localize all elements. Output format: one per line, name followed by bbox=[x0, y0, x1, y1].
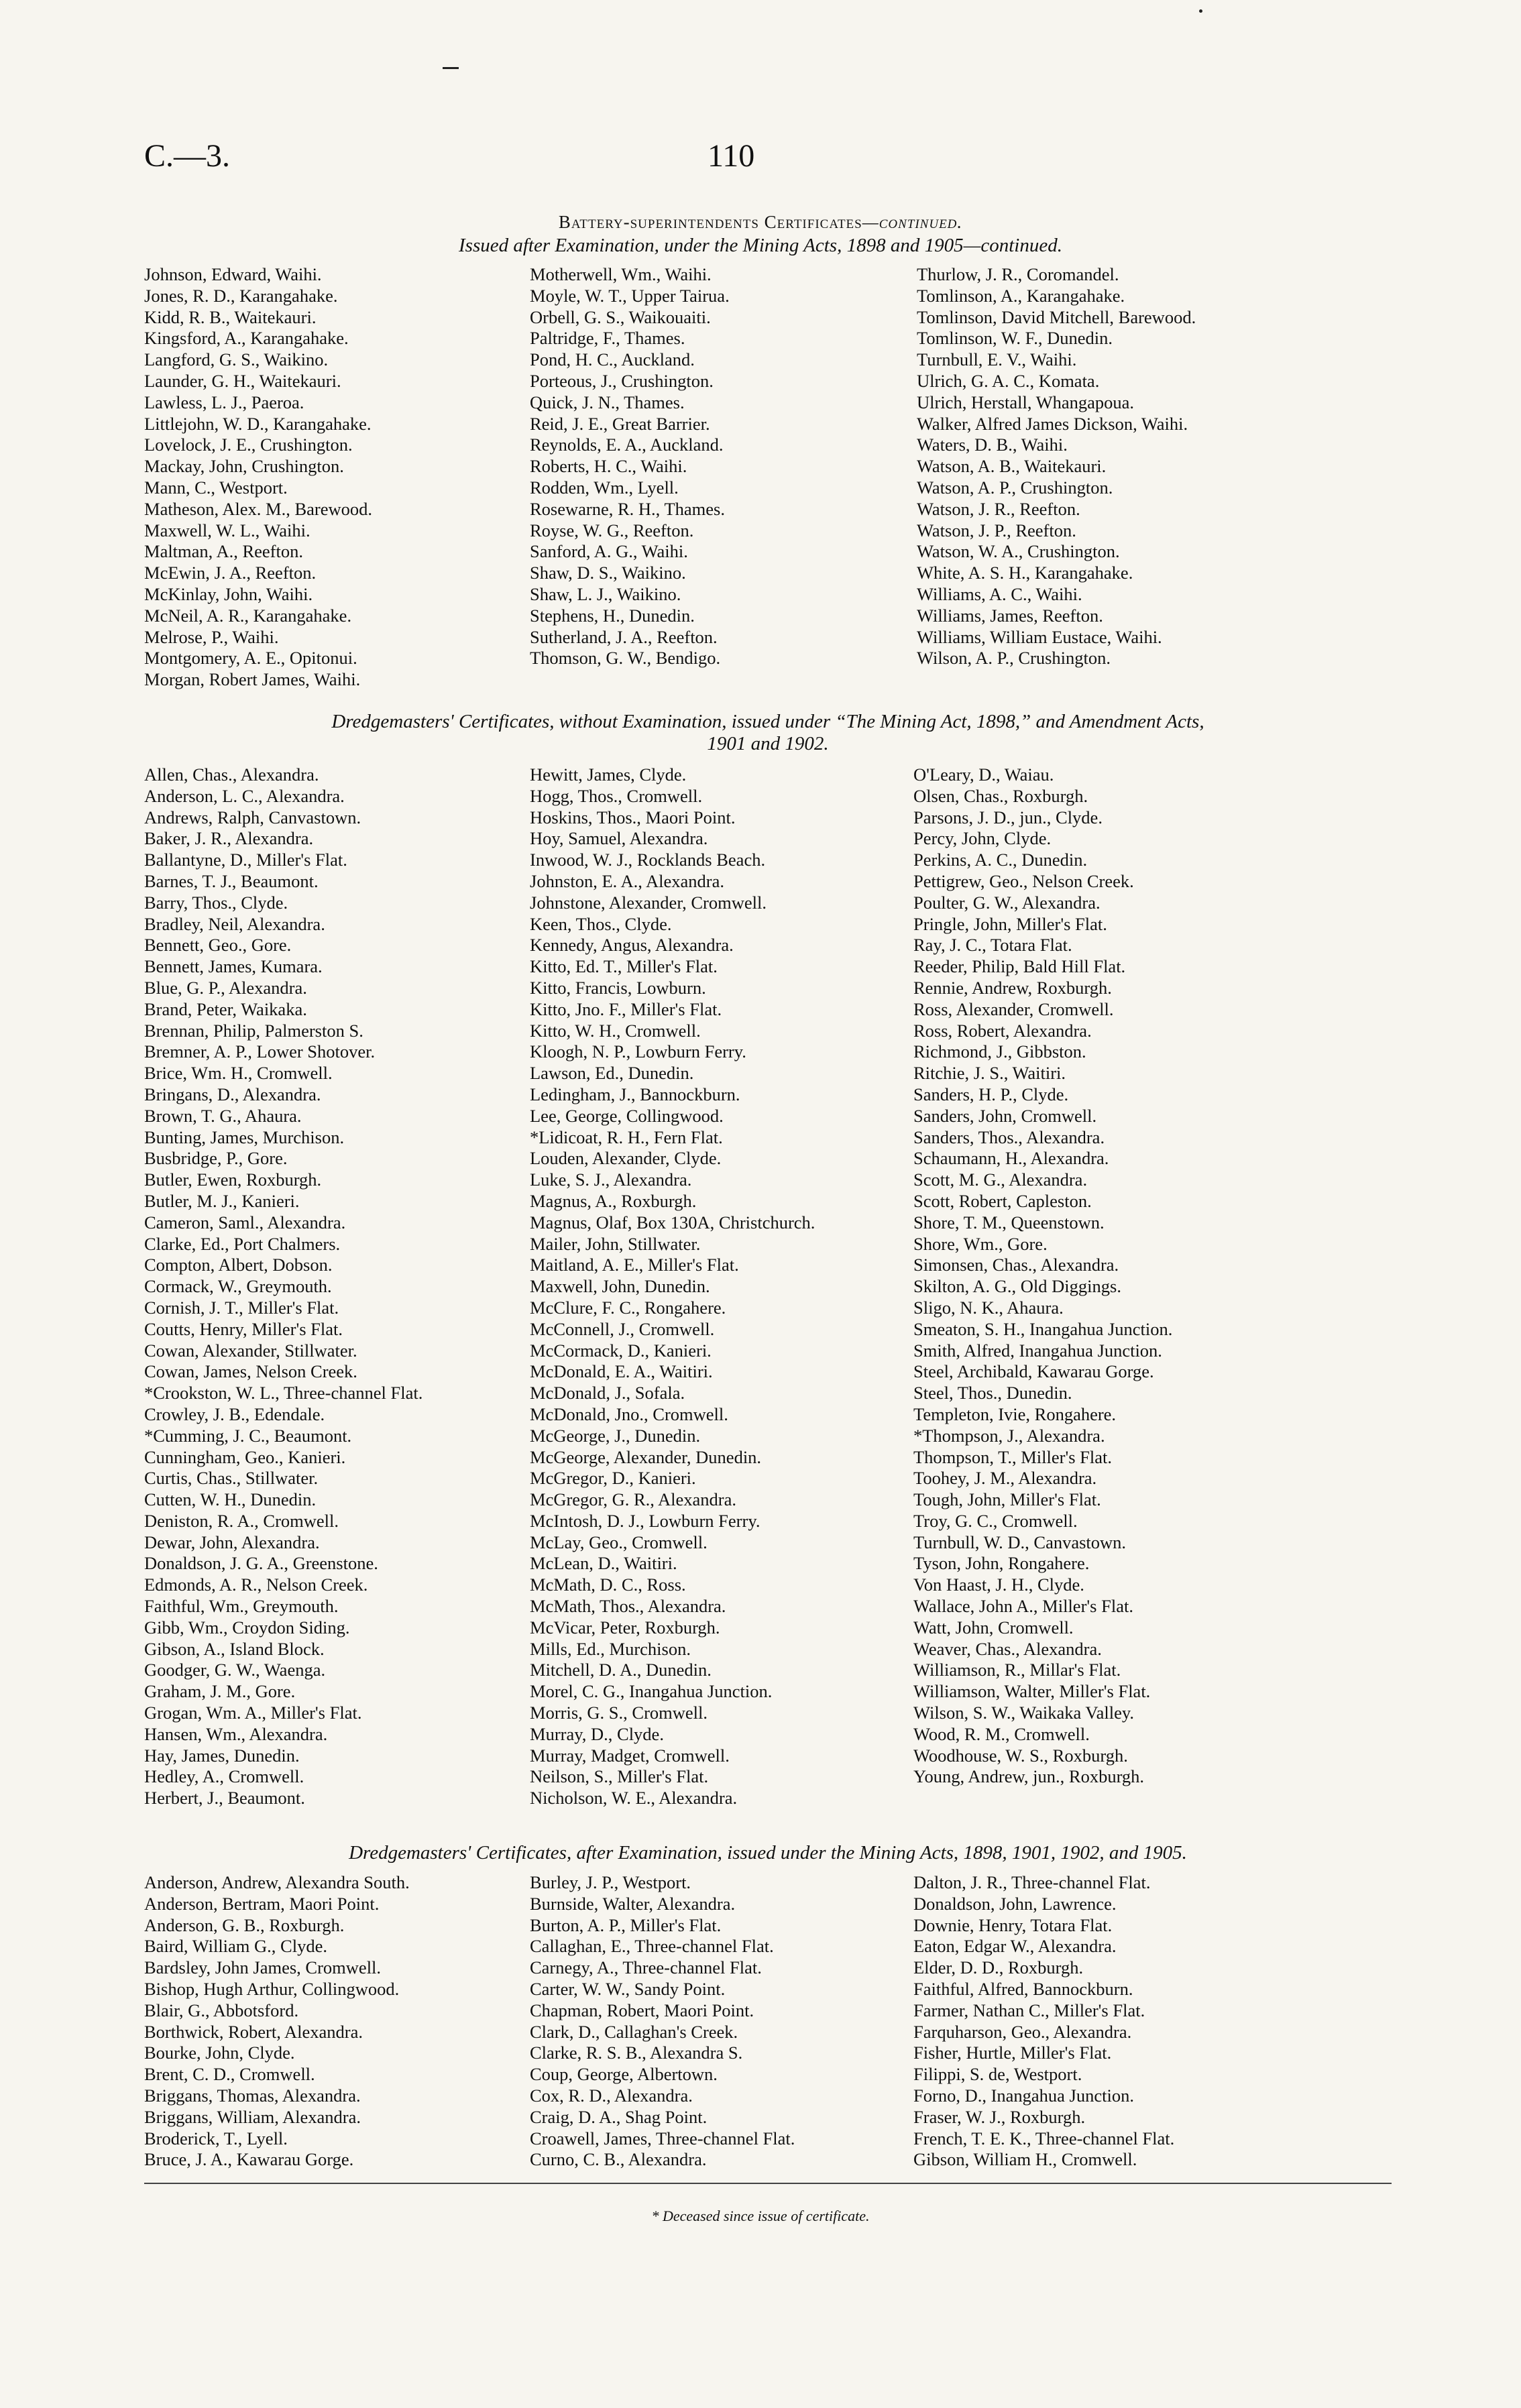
section3-col2 bbox=[530, 1872, 795, 2171]
list-item: Broderick, T., Lyell. bbox=[144, 2128, 288, 2148]
list-item: McDonald, E. A., Waitiri. bbox=[530, 1361, 713, 1382]
list-item: McGeorge, Alexander, Dunedin. bbox=[530, 1446, 762, 1467]
list-item: Royse, W. G., Reefton. bbox=[530, 520, 694, 540]
list-item: Hogg, Thos., Cromwell. bbox=[530, 785, 703, 806]
list-item: Stephens, H., Dunedin. bbox=[530, 605, 695, 626]
list-item: White, A. S. H., Karangahake. bbox=[917, 563, 1133, 583]
list-item: Templeton, Ivie, Rongahere. bbox=[913, 1403, 1117, 1424]
section2-col1 bbox=[144, 764, 422, 1809]
list-item: Weaver, Chas., Alexandra. bbox=[913, 1638, 1102, 1659]
list-item: Brand, Peter, Waikaka. bbox=[144, 998, 307, 1019]
list-item: *Thompson, J., Alexandra. bbox=[913, 1425, 1105, 1446]
list-item: Dewar, John, Alexandra. bbox=[144, 1532, 320, 1552]
list-item: Moyle, W. T., Upper Tairua. bbox=[530, 285, 730, 306]
list-item: Blue, G. P., Alexandra. bbox=[144, 977, 307, 998]
list-item: Cunningham, Geo., Kanieri. bbox=[144, 1446, 346, 1467]
list-item: Watson, A. P., Crushington. bbox=[917, 477, 1113, 498]
page-title-main: Battery-superintendents Certificates bbox=[558, 212, 862, 232]
list-item: McDonald, Jno., Cromwell. bbox=[530, 1403, 728, 1424]
list-item: Lee, George, Collingwood. bbox=[530, 1105, 724, 1126]
list-item: Bunting, James, Murchison. bbox=[144, 1127, 345, 1147]
section3-col1 bbox=[144, 1872, 410, 2171]
list-item: McIntosh, D. J., Lowburn Ferry. bbox=[530, 1510, 760, 1531]
section2-col3 bbox=[913, 764, 1172, 1788]
list-item: *Cumming, J. C., Beaumont. bbox=[144, 1425, 352, 1446]
list-item: Shaw, D. S., Waikino. bbox=[530, 563, 686, 583]
list-item: Simonsen, Chas., Alexandra. bbox=[913, 1255, 1119, 1275]
footnote: * Deceased since issue of certificate. bbox=[651, 2208, 870, 2224]
list-item: McMath, Thos., Alexandra. bbox=[530, 1596, 726, 1617]
list-item: Downie, Henry, Totara Flat. bbox=[913, 1914, 1113, 1935]
list-item: Montgomery, A. E., Opitonui. bbox=[144, 648, 357, 669]
list-item: Von Haast, J. H., Clyde. bbox=[913, 1574, 1084, 1595]
list-item: Briggans, William, Alexandra. bbox=[144, 2106, 361, 2127]
list-item: Grogan, Wm. A., Miller's Flat. bbox=[144, 1703, 362, 1723]
section1-col2 bbox=[530, 264, 730, 669]
list-item: Ross, Alexander, Cromwell. bbox=[913, 998, 1114, 1019]
list-item: Louden, Alexander, Clyde. bbox=[530, 1148, 722, 1169]
list-item: Mitchell, D. A., Dunedin. bbox=[530, 1660, 712, 1680]
list-item: Bruce, J. A., Kawarau Gorge. bbox=[144, 2149, 354, 2170]
list-item: Mailer, John, Stillwater. bbox=[530, 1233, 701, 1254]
list-item: Wilson, A. P., Crushington. bbox=[917, 648, 1111, 669]
list-item: Briggans, Thomas, Alexandra. bbox=[144, 2085, 361, 2106]
list-item: Faithful, Alfred, Bannockburn. bbox=[913, 1978, 1133, 1999]
list-item: Paltridge, F., Thames. bbox=[530, 328, 685, 349]
section3-col3 bbox=[913, 1872, 1174, 2171]
stray-mark bbox=[1199, 9, 1202, 13]
list-item: Kennedy, Angus, Alexandra. bbox=[530, 935, 734, 956]
list-item: Chapman, Robert, Maori Point. bbox=[530, 2000, 754, 2020]
list-item: Shaw, L. J., Waikino. bbox=[530, 583, 681, 604]
list-item: Curno, C. B., Alexandra. bbox=[530, 2149, 707, 2170]
list-item: McLay, Geo., Cromwell. bbox=[530, 1532, 708, 1552]
list-item: Reynolds, E. A., Auckland. bbox=[530, 435, 724, 455]
list-item: Morgan, Robert James, Waihi. bbox=[144, 669, 361, 690]
list-item: Faithful, Wm., Greymouth. bbox=[144, 1596, 339, 1617]
list-item: Steel, Archibald, Kawarau Gorge. bbox=[913, 1361, 1154, 1382]
list-item: Barnes, T. J., Beaumont. bbox=[144, 870, 319, 891]
list-item: Parsons, J. D., jun., Clyde. bbox=[913, 807, 1103, 827]
section2-heading bbox=[144, 711, 1392, 755]
list-item: Magnus, Olaf, Box 130A, Christchurch. bbox=[530, 1212, 815, 1232]
list-item: Keen, Thos., Clyde. bbox=[530, 913, 672, 934]
list-item: Watson, J. P., Reefton. bbox=[917, 520, 1076, 540]
list-item: Ledingham, J., Bannockburn. bbox=[530, 1084, 740, 1104]
list-item: Brent, C. D., Cromwell. bbox=[144, 2064, 315, 2085]
list-item: Troy, G. C., Cromwell. bbox=[913, 1510, 1078, 1531]
list-item: Clark, D., Callaghan's Creek. bbox=[530, 2021, 738, 2042]
list-item: Maxwell, John, Dunedin. bbox=[530, 1276, 710, 1297]
list-item: Quick, J. N., Thames. bbox=[530, 392, 685, 412]
list-item: Callaghan, E., Three-channel Flat. bbox=[530, 1936, 774, 1957]
list-item: Thurlow, J. R., Coromandel. bbox=[917, 264, 1119, 284]
list-item: Mann, C., Westport. bbox=[144, 477, 288, 498]
list-item: McGeorge, J., Dunedin. bbox=[530, 1425, 701, 1446]
list-item: Hay, James, Dunedin. bbox=[144, 1745, 300, 1766]
list-item: Lovelock, J. E., Crushington. bbox=[144, 435, 353, 455]
list-item: Bremner, A. P., Lower Shotover. bbox=[144, 1041, 376, 1062]
list-item: Watson, J. R., Reefton. bbox=[917, 498, 1080, 519]
list-item: Eaton, Edgar W., Alexandra. bbox=[913, 1936, 1117, 1957]
list-item: Brice, Wm. H., Cromwell. bbox=[144, 1063, 333, 1084]
list-item: Woodhouse, W. S., Roxburgh. bbox=[913, 1745, 1128, 1766]
list-item: Borthwick, Robert, Alexandra. bbox=[144, 2021, 363, 2042]
list-item: Curtis, Chas., Stillwater. bbox=[144, 1468, 319, 1489]
list-item: Anderson, L. C., Alexandra. bbox=[144, 785, 345, 806]
list-item: Cox, R. D., Alexandra. bbox=[530, 2085, 693, 2106]
list-item: Hoy, Samuel, Alexandra. bbox=[530, 828, 708, 849]
list-item: Gibson, A., Island Block. bbox=[144, 1638, 325, 1659]
list-item: Toohey, J. M., Alexandra. bbox=[913, 1468, 1097, 1489]
list-item: Percy, John, Clyde. bbox=[913, 828, 1052, 849]
list-item: Farmer, Nathan C., Miller's Flat. bbox=[913, 2000, 1145, 2020]
list-item: Andrews, Ralph, Canvastown. bbox=[144, 807, 361, 827]
list-item: Hansen, Wm., Alexandra. bbox=[144, 1723, 328, 1744]
list-item: Barry, Thos., Clyde. bbox=[144, 892, 288, 913]
list-item: Watson, A. B., Waitekauri. bbox=[917, 456, 1107, 477]
list-item: Bennett, Geo., Gore. bbox=[144, 935, 292, 956]
list-item: *Crookston, W. L., Three-channel Flat. bbox=[144, 1383, 423, 1403]
list-item: Nicholson, W. E., Alexandra. bbox=[530, 1788, 738, 1809]
list-item: Anderson, G. B., Roxburgh. bbox=[144, 1914, 345, 1935]
list-item: Filippi, S. de, Westport. bbox=[913, 2064, 1082, 2085]
page-code: C.—3. bbox=[144, 138, 231, 174]
list-item: Carter, W. W., Sandy Point. bbox=[530, 1978, 726, 1999]
list-item: Neilson, S., Miller's Flat. bbox=[530, 1766, 709, 1787]
list-item: McGregor, D., Kanieri. bbox=[530, 1468, 696, 1489]
list-item: Thompson, T., Miller's Flat. bbox=[913, 1446, 1113, 1467]
stray-dash bbox=[443, 67, 459, 69]
list-item: Hedley, A., Cromwell. bbox=[144, 1766, 304, 1787]
list-item: Johnstone, Alexander, Cromwell. bbox=[530, 892, 767, 913]
list-item: Allen, Chas., Alexandra. bbox=[144, 764, 319, 785]
list-item: Rodden, Wm., Lyell. bbox=[530, 477, 679, 498]
list-item: Tomlinson, A., Karangahake. bbox=[917, 285, 1125, 306]
list-item: Rennie, Andrew, Roxburgh. bbox=[913, 977, 1112, 998]
list-item: Morris, G. S., Cromwell. bbox=[530, 1703, 708, 1723]
list-item: McGregor, G. R., Alexandra. bbox=[530, 1489, 737, 1510]
list-item: Wallace, John A., Miller's Flat. bbox=[913, 1596, 1133, 1617]
list-item: Steel, Thos., Dunedin. bbox=[913, 1383, 1072, 1403]
list-item: Bradley, Neil, Alexandra. bbox=[144, 913, 325, 934]
list-item: Littlejohn, W. D., Karangahake. bbox=[144, 413, 372, 434]
list-item: Herbert, J., Beaumont. bbox=[144, 1788, 305, 1809]
page-title-suffix: —continued. bbox=[862, 212, 963, 232]
list-item: Williams, James, Reefton. bbox=[917, 605, 1103, 626]
list-item: Ross, Robert, Alexandra. bbox=[913, 1020, 1092, 1041]
list-item: Kingsford, A., Karangahake. bbox=[144, 328, 349, 349]
list-item: Richmond, J., Gibbston. bbox=[913, 1041, 1086, 1062]
list-item: Johnston, E. A., Alexandra. bbox=[530, 870, 724, 891]
list-item: Anderson, Andrew, Alexandra South. bbox=[144, 1872, 410, 1892]
list-item: Schaumann, H., Alexandra. bbox=[913, 1148, 1109, 1169]
list-item: Bardsley, John James, Cromwell. bbox=[144, 1957, 382, 1978]
list-item: Hoskins, Thos., Maori Point. bbox=[530, 807, 736, 827]
list-item: Inwood, W. J., Rocklands Beach. bbox=[530, 850, 766, 870]
list-item: Anderson, Bertram, Maori Point. bbox=[144, 1893, 380, 1914]
list-item: Hewitt, James, Clyde. bbox=[530, 764, 687, 785]
list-item: Donaldson, John, Lawrence. bbox=[913, 1893, 1117, 1914]
list-item: Morel, C. G., Inangahua Junction. bbox=[530, 1681, 773, 1702]
list-item: Langford, G. S., Waikino. bbox=[144, 349, 329, 370]
list-item: Mills, Ed., Murchison. bbox=[530, 1638, 691, 1659]
list-item: Launder, G. H., Waitekauri. bbox=[144, 370, 341, 391]
list-item: Turnbull, W. D., Canvastown. bbox=[913, 1532, 1127, 1552]
list-item: Kitto, Jno. F., Miller's Flat. bbox=[530, 998, 722, 1019]
list-item: McNeil, A. R., Karangahake. bbox=[144, 605, 352, 626]
list-item: Burley, J. P., Westport. bbox=[530, 1872, 691, 1892]
list-item: McLean, D., Waitiri. bbox=[530, 1553, 677, 1574]
list-item: French, T. E. K., Three-channel Flat. bbox=[913, 2128, 1175, 2148]
list-item: Luke, S. J., Alexandra. bbox=[530, 1169, 692, 1190]
list-item: Young, Andrew, jun., Roxburgh. bbox=[913, 1766, 1145, 1787]
list-item: O'Leary, D., Waiau. bbox=[913, 764, 1054, 785]
list-item: Brown, T. G., Ahaura. bbox=[144, 1105, 302, 1126]
list-item: Skilton, A. G., Old Diggings. bbox=[913, 1276, 1121, 1297]
list-item: Poulter, G. W., Alexandra. bbox=[913, 892, 1101, 913]
list-item: Smeaton, S. H., Inangahua Junction. bbox=[913, 1318, 1173, 1339]
list-item: Bringans, D., Alexandra. bbox=[144, 1084, 321, 1104]
list-item: Deniston, R. A., Cromwell. bbox=[144, 1510, 339, 1531]
list-item: Porteous, J., Crushington. bbox=[530, 370, 714, 391]
list-item: Cutten, W. H., Dunedin. bbox=[144, 1489, 317, 1510]
list-item: Reeder, Philip, Bald Hill Flat. bbox=[913, 956, 1126, 977]
list-item: Perkins, A. C., Dunedin. bbox=[913, 850, 1088, 870]
list-item: Pettigrew, Geo., Nelson Creek. bbox=[913, 870, 1134, 891]
list-item: Cowan, James, Nelson Creek. bbox=[144, 1361, 357, 1382]
list-item: Williamson, R., Millar's Flat. bbox=[913, 1660, 1121, 1680]
list-item: Ray, J. C., Totara Flat. bbox=[913, 935, 1072, 956]
list-item: Busbridge, P., Gore. bbox=[144, 1148, 288, 1169]
list-item: Pond, H. C., Auckland. bbox=[530, 349, 695, 370]
section2-heading-line2: 1901 and 1902. bbox=[707, 733, 829, 754]
list-item: Ballantyne, D., Miller's Flat. bbox=[144, 850, 347, 870]
list-item: Cormack, W., Greymouth. bbox=[144, 1276, 332, 1297]
list-item: Donaldson, J. G. A., Greenstone. bbox=[144, 1553, 378, 1574]
list-item: Sanders, John, Cromwell. bbox=[913, 1105, 1097, 1126]
section1-col3 bbox=[917, 264, 1196, 669]
list-item: Sutherland, J. A., Reefton. bbox=[530, 626, 718, 647]
list-item: Olsen, Chas., Roxburgh. bbox=[913, 785, 1088, 806]
list-item: Waters, D. B., Waihi. bbox=[917, 435, 1068, 455]
list-item: Carnegy, A., Three-channel Flat. bbox=[530, 1957, 762, 1978]
list-item: Blair, G., Abbotsford. bbox=[144, 2000, 299, 2020]
list-item: Reid, J. E., Great Barrier. bbox=[530, 413, 710, 434]
list-item: Ulrich, G. A. C., Komata. bbox=[917, 370, 1100, 391]
list-item: Cornish, J. T., Miller's Flat. bbox=[144, 1297, 339, 1318]
list-item: McEwin, J. A., Reefton. bbox=[144, 563, 317, 583]
list-item: Clarke, Ed., Port Chalmers. bbox=[144, 1233, 341, 1254]
list-item: Bennett, James, Kumara. bbox=[144, 956, 323, 977]
list-item: Wood, R. M., Cromwell. bbox=[913, 1723, 1090, 1744]
list-item: Tough, John, Miller's Flat. bbox=[913, 1489, 1101, 1510]
list-item: Magnus, A., Roxburgh. bbox=[530, 1190, 697, 1211]
list-item: Butler, Ewen, Roxburgh. bbox=[144, 1169, 322, 1190]
list-item: Thomson, G. W., Bendigo. bbox=[530, 648, 721, 669]
list-item: Jones, R. D., Karangahake. bbox=[144, 285, 338, 306]
list-item: Maxwell, W. L., Waihi. bbox=[144, 520, 311, 540]
list-item: Butler, M. J., Kanieri. bbox=[144, 1190, 300, 1211]
list-item: Bourke, John, Clyde. bbox=[144, 2043, 295, 2063]
list-item: Williams, William Eustace, Waihi. bbox=[917, 626, 1162, 647]
list-item: Ritchie, J. S., Waitiri. bbox=[913, 1063, 1066, 1084]
list-item: Sligo, N. K., Ahaura. bbox=[913, 1297, 1064, 1318]
section1-heading: Issued after Examination, under the Mining Acts, 1898 and 1905—continued. bbox=[459, 235, 1062, 256]
list-item: Williams, A. C., Waihi. bbox=[917, 583, 1082, 604]
list-item: Wilson, S. W., Waikaka Valley. bbox=[913, 1703, 1135, 1723]
list-item: Shore, T. M., Queenstown. bbox=[913, 1212, 1105, 1232]
list-item: Watson, W. A., Crushington. bbox=[917, 541, 1120, 562]
list-item: Roberts, H. C., Waihi. bbox=[530, 456, 687, 477]
list-item: Sanders, Thos., Alexandra. bbox=[913, 1127, 1105, 1147]
list-item: Crowley, J. B., Edendale. bbox=[144, 1403, 325, 1424]
list-item: Murray, Madget, Cromwell. bbox=[530, 1745, 730, 1766]
list-item: Burnside, Walter, Alexandra. bbox=[530, 1893, 736, 1914]
list-item: Shore, Wm., Gore. bbox=[913, 1233, 1048, 1254]
list-item: Matheson, Alex. M., Barewood. bbox=[144, 498, 373, 519]
list-item: Tomlinson, David Mitchell, Barewood. bbox=[917, 306, 1196, 327]
list-item: McConnell, J., Cromwell. bbox=[530, 1318, 715, 1339]
list-item: Kitto, Ed. T., Miller's Flat. bbox=[530, 956, 718, 977]
list-item: Graham, J. M., Gore. bbox=[144, 1681, 296, 1702]
list-item: Dalton, J. R., Three-channel Flat. bbox=[913, 1872, 1151, 1892]
list-item: Orbell, G. S., Waikouaiti. bbox=[530, 306, 711, 327]
list-item: Craig, D. A., Shag Point. bbox=[530, 2106, 708, 2127]
list-item: Clarke, R. S. B., Alexandra S. bbox=[530, 2043, 743, 2063]
list-item: Coutts, Henry, Miller's Flat. bbox=[144, 1318, 343, 1339]
list-item: Tomlinson, W. F., Dunedin. bbox=[917, 328, 1113, 349]
section2-col2 bbox=[530, 764, 815, 1809]
list-item: Maltman, A., Reefton. bbox=[144, 541, 303, 562]
list-item: Cowan, Alexander, Stillwater. bbox=[144, 1340, 357, 1361]
list-item: *Lidicoat, R. H., Fern Flat. bbox=[530, 1127, 723, 1147]
list-item: Coup, George, Albertown. bbox=[530, 2064, 718, 2085]
list-item: Baird, William G., Clyde. bbox=[144, 1936, 327, 1957]
list-item: Bishop, Hugh Arthur, Collingwood. bbox=[144, 1978, 400, 1999]
list-item: Gibb, Wm., Croydon Siding. bbox=[144, 1617, 350, 1638]
list-item: Scott, Robert, Capleston. bbox=[913, 1190, 1092, 1211]
section2-heading-line1: Dredgemasters' Certificates, without Examination, issued under “The Mining Act, 1898,” and Amendment Acts, bbox=[331, 711, 1204, 732]
list-item: Baker, J. R., Alexandra. bbox=[144, 828, 314, 849]
list-item: McCormack, D., Kanieri. bbox=[530, 1340, 712, 1361]
list-item: McClure, F. C., Rongahere. bbox=[530, 1297, 726, 1318]
list-item: Goodger, G. W., Waenga. bbox=[144, 1660, 326, 1680]
list-item: Kitto, Francis, Lowburn. bbox=[530, 977, 706, 998]
list-item: Smith, Alfred, Inangahua Junction. bbox=[913, 1340, 1162, 1361]
list-item: McDonald, J., Sofala. bbox=[530, 1383, 685, 1403]
list-item: Sanders, H. P., Clyde. bbox=[913, 1084, 1069, 1104]
list-item: Farquharson, Geo., Alexandra. bbox=[913, 2021, 1132, 2042]
list-item: Melrose, P., Waihi. bbox=[144, 626, 279, 647]
list-item: Kloogh, N. P., Lowburn Ferry. bbox=[530, 1041, 746, 1062]
list-item: Motherwell, Wm., Waihi. bbox=[530, 264, 712, 284]
list-item: Burton, A. P., Miller's Flat. bbox=[530, 1914, 722, 1935]
list-item: McMath, D. C., Ross. bbox=[530, 1574, 686, 1595]
section1-col1 bbox=[144, 264, 372, 691]
list-item: Rosewarne, R. H., Thames. bbox=[530, 498, 725, 519]
page-number: 110 bbox=[708, 138, 755, 174]
list-item: Ulrich, Herstall, Whangapoua. bbox=[917, 392, 1135, 412]
list-item: Elder, D. D., Roxburgh. bbox=[913, 1957, 1084, 1978]
list-item: Lawless, L. J., Paeroa. bbox=[144, 392, 304, 412]
list-item: Kitto, W. H., Cromwell. bbox=[530, 1020, 701, 1041]
list-item: Watt, John, Cromwell. bbox=[913, 1617, 1074, 1638]
list-item: Turnbull, E. V., Waihi. bbox=[917, 349, 1077, 370]
list-item: Cameron, Saml., Alexandra. bbox=[144, 1212, 346, 1232]
list-item: Pringle, John, Miller's Flat. bbox=[913, 913, 1107, 934]
list-item: Lawson, Ed., Dunedin. bbox=[530, 1063, 694, 1084]
list-item: McKinlay, John, Waihi. bbox=[144, 583, 313, 604]
list-item: McVicar, Peter, Roxburgh. bbox=[530, 1617, 720, 1638]
list-item: Fisher, Hurtle, Miller's Flat. bbox=[913, 2043, 1112, 2063]
list-item: Edmonds, A. R., Nelson Creek. bbox=[144, 1574, 368, 1595]
list-item: Williamson, Walter, Miller's Flat. bbox=[913, 1681, 1151, 1702]
list-item: Maitland, A. E., Miller's Flat. bbox=[530, 1255, 739, 1275]
list-item: Croawell, James, Three-channel Flat. bbox=[530, 2128, 795, 2148]
list-item: Compton, Albert, Dobson. bbox=[144, 1255, 333, 1275]
section3-heading: Dredgemasters' Certificates, after Examination, issued under the Mining Acts, 1898, 1901, 1902, and 1905. bbox=[349, 1842, 1187, 1864]
list-item: Kidd, R. B., Waitekauri. bbox=[144, 306, 317, 327]
list-item: Walker, Alfred James Dickson, Waihi. bbox=[917, 413, 1188, 434]
list-item: Johnson, Edward, Waihi. bbox=[144, 264, 322, 284]
list-item: Brennan, Philip, Palmerston S. bbox=[144, 1020, 363, 1041]
page-title bbox=[0, 212, 1521, 233]
list-item: Sanford, A. G., Waihi. bbox=[530, 541, 688, 562]
list-item: Gibson, William H., Cromwell. bbox=[913, 2149, 1137, 2170]
list-item: Forno, D., Inangahua Junction. bbox=[913, 2085, 1134, 2106]
list-item: Murray, D., Clyde. bbox=[530, 1723, 664, 1744]
list-item: Mackay, John, Crushington. bbox=[144, 456, 344, 477]
list-item: Scott, M. G., Alexandra. bbox=[913, 1169, 1088, 1190]
list-item: Tyson, John, Rongahere. bbox=[913, 1553, 1090, 1574]
list-item: Fraser, W. J., Roxburgh. bbox=[913, 2106, 1086, 2127]
footer-rule bbox=[144, 2183, 1392, 2184]
